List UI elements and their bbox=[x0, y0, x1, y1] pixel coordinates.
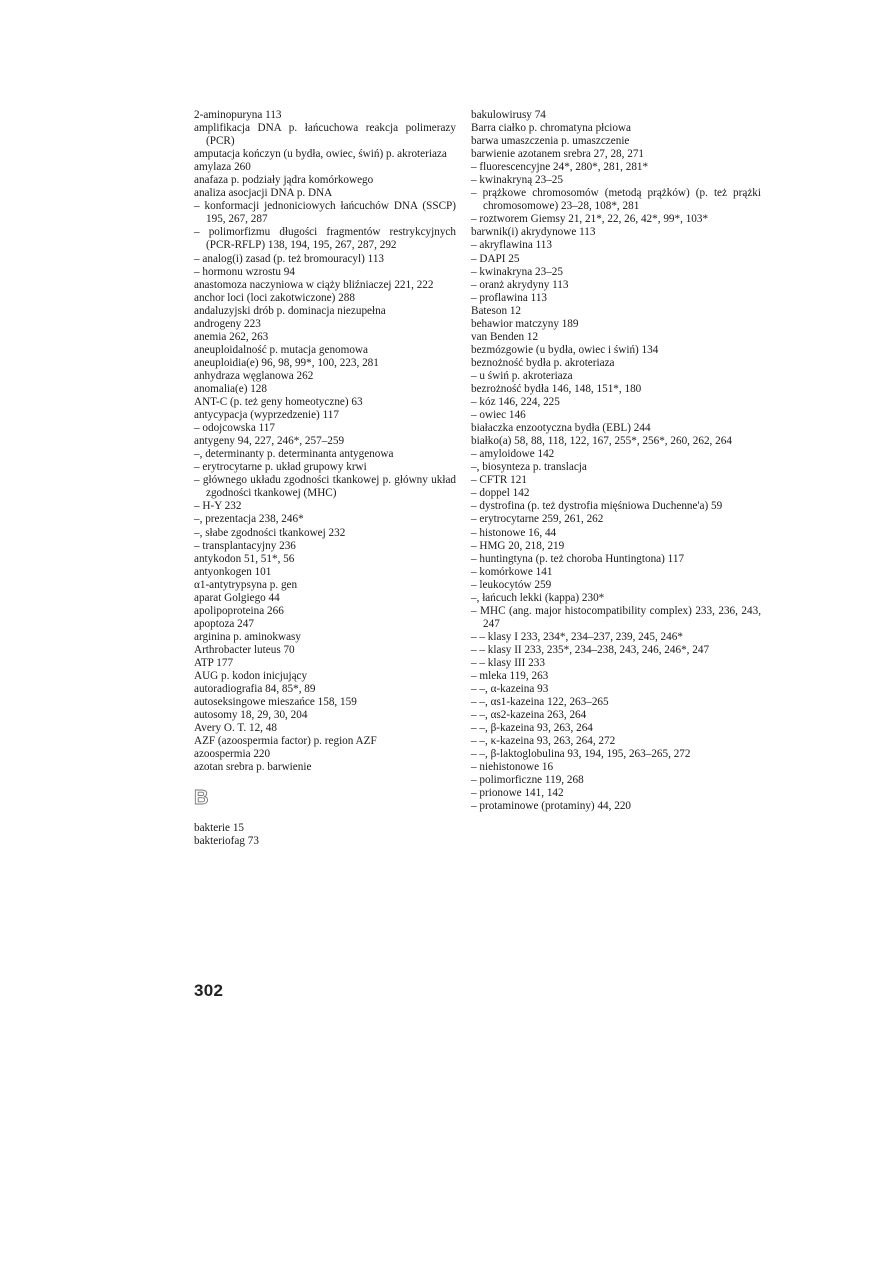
index-entry: – polimorficzne 119, 268 bbox=[471, 774, 584, 787]
index-entry: – oranż akrydyny 113 bbox=[471, 278, 569, 291]
index-entry: – H-Y 232 bbox=[194, 500, 242, 513]
index-entry: apolipoproteina 266 bbox=[194, 604, 284, 617]
index-entry: andaluzyjski drób p. dominacja niezupełna bbox=[194, 304, 386, 317]
index-entry: autosomy 18, 29, 30, 204 bbox=[194, 709, 308, 722]
index-entry: autoseksingowe mieszańce 158, 159 bbox=[194, 696, 357, 709]
index-entry: azoospermia 220 bbox=[194, 748, 271, 761]
index-entry: AZF (azoospermia factor) p. region AZF bbox=[194, 735, 377, 748]
index-entry: – – klasy II 233, 235*, 234–238, 243, 246, 246*, 247 bbox=[471, 643, 710, 656]
index-entry: – histonowe 16, 44 bbox=[471, 526, 557, 539]
index-entry: – odojcowska 117 bbox=[194, 422, 275, 435]
index-entry: Bateson 12 bbox=[471, 304, 522, 317]
index-entry: –, determinanty p. determinanta antygenowa bbox=[194, 448, 394, 461]
index-entry: – kwinakryna 23–25 bbox=[471, 265, 563, 278]
index-entry: – –, κ-kazeina 93, 263, 264, 272 bbox=[471, 735, 616, 748]
index-entry: – prionowe 141, 142 bbox=[471, 787, 564, 800]
index-entry: autoradiografia 84, 85*, 89 bbox=[194, 683, 316, 696]
index-entry: – kwinakryną 23–25 bbox=[471, 174, 563, 187]
index-entry: – leukocytów 259 bbox=[471, 578, 552, 591]
index-entry: – owiec 146 bbox=[471, 409, 526, 422]
index-column-right bbox=[471, 109, 761, 814]
index-entry: – – klasy I 233, 234*, 234–237, 239, 245, 246* bbox=[471, 630, 683, 643]
index-entry: barwnik(i) akrydynowe 113 bbox=[471, 226, 596, 239]
index-entry: – proflawina 113 bbox=[471, 291, 548, 304]
index-entry: –, łańcuch lekki (kappa) 230* bbox=[471, 591, 605, 604]
index-entry: ATP 177 bbox=[194, 656, 234, 669]
index-entry: – mleka 119, 263 bbox=[471, 670, 549, 683]
index-entry: – roztworem Giemsy 21, 21*, 22, 26, 42*, 99*, 103* bbox=[471, 213, 709, 226]
index-entry: antycypacja (wyprzedzenie) 117 bbox=[194, 409, 339, 422]
index-entry: anemia 262, 263 bbox=[194, 330, 269, 343]
index-entry: amputacja kończyn (u bydła, owiec, świń) p. akroteriaza bbox=[194, 148, 447, 161]
index-entry: – doppel 142 bbox=[471, 487, 530, 500]
index-entry: – niehistonowe 16 bbox=[471, 761, 554, 774]
index-entry: – amyloidowe 142 bbox=[471, 448, 555, 461]
index-entry: – kóz 146, 224, 225 bbox=[471, 396, 560, 409]
index-entry: aparat Golgiego 44 bbox=[194, 591, 280, 604]
index-entry: AUG p. kodon inicjujący bbox=[194, 670, 308, 683]
index-entry: – protaminowe (protaminy) 44, 220 bbox=[471, 800, 632, 813]
index-entry: – transplantacyjny 236 bbox=[194, 539, 296, 552]
index-entry: anhydraza węglanowa 262 bbox=[194, 369, 314, 382]
index-entry: – –, α-kazeina 93 bbox=[471, 683, 549, 696]
index-entry: behawior matczyny 189 bbox=[471, 317, 579, 330]
index-entry: – CFTR 121 bbox=[471, 474, 527, 487]
section-letter-b: B bbox=[194, 787, 209, 810]
index-entry: barwa umaszczenia p. umaszczenie bbox=[471, 135, 630, 148]
index-entry: – –, αs1-kazeina 122, 263–265 bbox=[471, 696, 609, 709]
index-entry: antykodon 51, 51*, 56 bbox=[194, 552, 295, 565]
index-entry: – komórkowe 141 bbox=[471, 565, 553, 578]
index-entry: anastomoza naczyniowa w ciąży bliźniaczej 221, 222 bbox=[194, 278, 434, 291]
index-entry: beznożność bydła p. akroteriaza bbox=[471, 356, 615, 369]
index-entry: apoptoza 247 bbox=[194, 617, 254, 630]
index-entry: androgeny 223 bbox=[194, 317, 261, 330]
index-entry: – polimorfizmu długości fragmentów restrykcyjnych (PCR-RFLP) 138, 194, 195, 267, 287, 292 bbox=[194, 226, 456, 252]
index-entry: – fluorescencyjne 24*, 280*, 281, 281* bbox=[471, 161, 649, 174]
index-entry: α1-antytrypsyna p. gen bbox=[194, 578, 298, 591]
index-entry: Arthrobacter luteus 70 bbox=[194, 643, 295, 656]
index-entry: –, biosynteza p. translacja bbox=[471, 461, 587, 474]
index-entry: – analog(i) zasad (p. też bromouracyl) 113 bbox=[194, 252, 385, 265]
index-entry: – MHC (ang. major histocompatibility complex) 233, 236, 243, 247 bbox=[471, 604, 761, 630]
index-entry: bezmózgowie (u bydła, owiec i świń) 134 bbox=[471, 343, 659, 356]
index-entry: 2-aminopuryna 113 bbox=[194, 109, 282, 121]
index-entry: bakteriofag 73 bbox=[194, 835, 259, 848]
index-entry: – konformacji jednoniciowych łańcuchów DNA (SSCP) 195, 267, 287 bbox=[194, 200, 456, 226]
index-entry: anomalia(e) 128 bbox=[194, 382, 267, 395]
page-number: 302 bbox=[194, 981, 224, 1000]
index-entry: antyonkogen 101 bbox=[194, 565, 272, 578]
index-entry: – –, β-laktoglobulina 93, 194, 195, 263–265, 272 bbox=[471, 748, 691, 761]
index-entry: bezrożność bydła 146, 148, 151*, 180 bbox=[471, 382, 642, 395]
index-entry: bakterie 15 bbox=[194, 822, 245, 835]
index-entry: białaczka enzootyczna bydła (EBL) 244 bbox=[471, 422, 651, 435]
index-entry: anafaza p. podziały jądra komórkowego bbox=[194, 174, 374, 187]
index-entry: Avery O. T. 12, 48 bbox=[194, 722, 277, 735]
index-entry: van Benden 12 bbox=[471, 330, 539, 343]
index-entry: anchor loci (loci zakotwiczone) 288 bbox=[194, 291, 355, 304]
index-entry: – dystrofina (p. też dystrofia mięśniowa Duchenne'a) 59 bbox=[471, 500, 723, 513]
index-entry: białko(a) 58, 88, 118, 122, 167, 255*, 256*, 260, 262, 264 bbox=[471, 435, 732, 448]
index-entry: Barra ciałko p. chromatyna płciowa bbox=[471, 122, 631, 135]
index-entry: antygeny 94, 227, 246*, 257–259 bbox=[194, 435, 345, 448]
index-entry: barwienie azotanem srebra 27, 28, 271 bbox=[471, 148, 645, 161]
index-entry: analiza asocjacji DNA p. DNA bbox=[194, 187, 333, 200]
index-entry: amylaza 260 bbox=[194, 161, 251, 174]
index-entry: – –, αs2-kazeina 263, 264 bbox=[471, 709, 587, 722]
index-entry: amplifikacja DNA p. łańcuchowa reakcja polimerazy (PCR) bbox=[194, 122, 456, 148]
index-entry: –, słabe zgodności tkankowej 232 bbox=[194, 526, 346, 539]
index-entry: – HMG 20, 218, 219 bbox=[471, 539, 565, 552]
index-entry: bakulowirusy 74 bbox=[471, 109, 546, 121]
index-entry: – głównego układu zgodności tkankowej p. główny układ zgodności tkankowej (MHC) bbox=[194, 474, 456, 500]
index-entry: aneuploidia(e) 96, 98, 99*, 100, 223, 281 bbox=[194, 356, 379, 369]
index-entry: – erytrocytarne p. układ grupowy krwi bbox=[194, 461, 367, 474]
index-entry: – prążkowe chromosomów (metodą prążków) (p. też prążki chromosomowe) 23–28, 108*, 281 bbox=[471, 187, 761, 213]
index-entry: –, prezentacja 238, 246* bbox=[194, 513, 304, 526]
index-entry: arginina p. aminokwasy bbox=[194, 630, 301, 643]
index-entry: – –, β-kazeina 93, 263, 264 bbox=[471, 722, 593, 735]
index-entry: – – klasy III 233 bbox=[471, 656, 545, 669]
index-entry: – erytrocytarne 259, 261, 262 bbox=[471, 513, 604, 526]
index-entry: azotan srebra p. barwienie bbox=[194, 761, 312, 774]
index-entry: – u świń p. akroteriaza bbox=[471, 369, 573, 382]
index-entry: ANT-C (p. też geny homeotyczne) 63 bbox=[194, 396, 363, 409]
index-entry: – huntingtyna (p. też choroba Huntingtona) 117 bbox=[471, 552, 685, 565]
index-column-left bbox=[194, 109, 456, 848]
index-entry: aneuploidalność p. mutacja genomowa bbox=[194, 343, 368, 356]
index-entry: – DAPI 25 bbox=[471, 252, 520, 265]
index-entry: – akryflawina 113 bbox=[471, 239, 552, 252]
index-entry: – hormonu wzrostu 94 bbox=[194, 265, 295, 278]
